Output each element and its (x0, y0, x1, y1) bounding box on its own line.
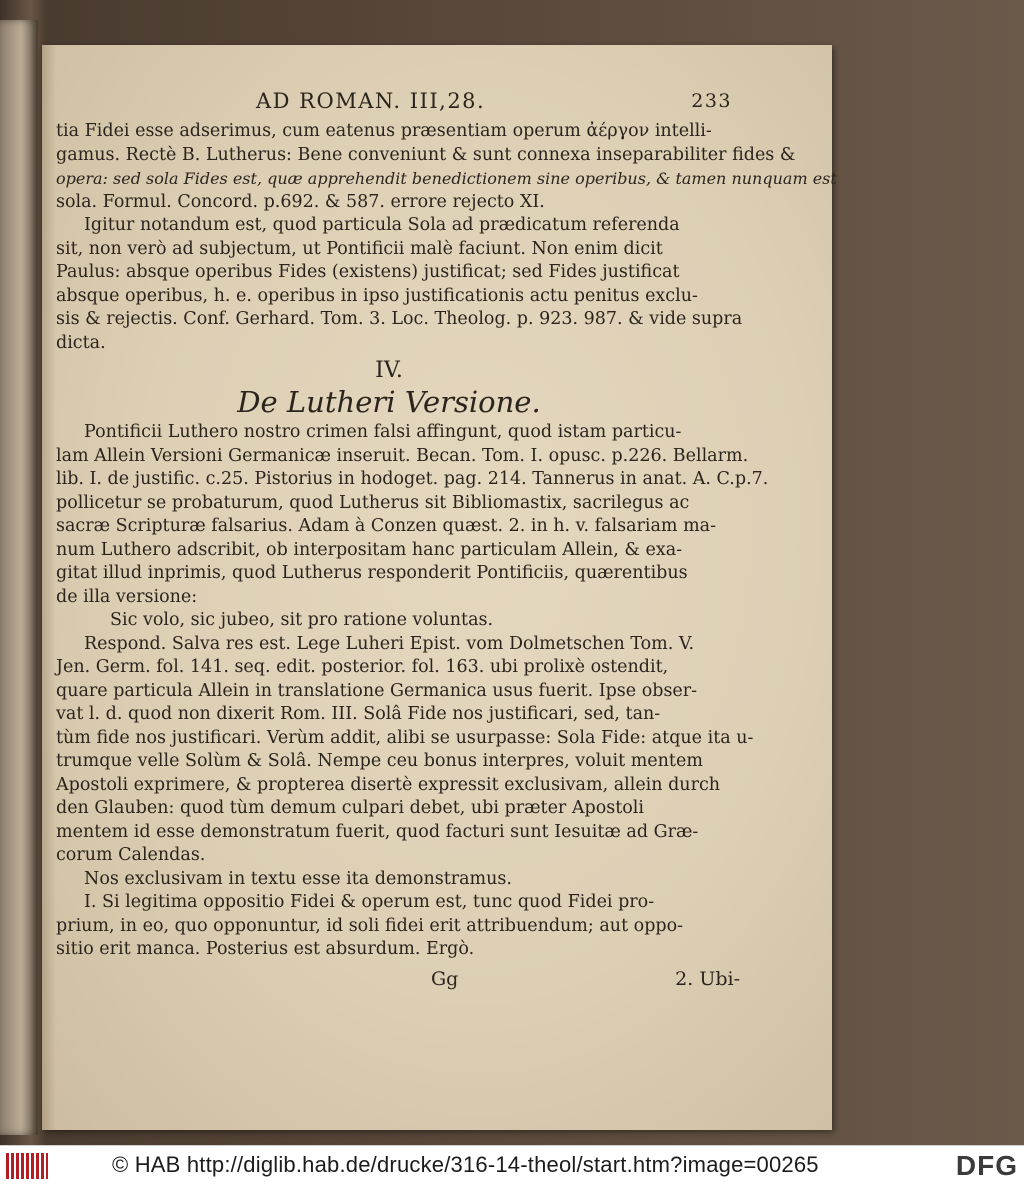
text-line: tia Fidei esse adserimus, cum eatenus præsentiam operum ἀέργον intelli- (56, 121, 712, 141)
text-line: I. Si legitima oppositio Fidei & operum est, tunc quod Fidei pro- (84, 892, 655, 912)
text-line: gitat illud inprimis, quod Lutherus responderit Pontificiis, quærentibus (56, 563, 688, 583)
previous-page-edge (0, 20, 38, 1135)
page-number: 233 (691, 90, 732, 112)
text-line: corum Calendas. (56, 845, 206, 865)
copyright-url[interactable]: © HAB http://diglib.hab.de/drucke/316-14-theol/start.htm?image=00265 (112, 1152, 819, 1177)
text-line: quare particula Allein in translatione Germanica usus fuerit. Ipse obser- (56, 680, 698, 701)
text-line: Paulus: absque operibus Fides (existens) justificat; sed Fides justificat (56, 262, 680, 282)
catchword: 2. Ubi- (675, 967, 740, 990)
text-line: opera: sed sola Fides est, quæ apprehendit benedictionem sine operibus, & tamen nunquam est (56, 169, 837, 188)
text-line: sola. Formul. Concord. p.692. & 587. errore rejecto XI. (56, 191, 545, 212)
text-line: den Glauben: quod tùm demum culpari debet, ubi præter Apostoli (56, 798, 644, 818)
paragraph-block-2 (56, 421, 769, 962)
signature-mark: Gg (431, 967, 459, 990)
text-line: tùm fide nos justificari. Verùm addit, alibi se usurpasse: Sola Fide: atque ita u- (56, 727, 754, 748)
text-line: gamus. Rectè B. Lutherus: Bene conveniunt & sunt connexa inseparabiliter fides & (56, 144, 796, 165)
book-page (42, 45, 837, 1130)
paragraph-block-1 (56, 120, 837, 355)
running-head-title: AD ROMAN. III,28. (256, 89, 486, 113)
text-line: sacræ Scripturæ falsarius. Adam à Conzen quæst. 2. in h. v. falsariam ma- (56, 516, 717, 536)
barcode-icon (6, 1153, 48, 1179)
text-line: prium, in eo, quo opponuntur, id soli fidei erit attribuendum; aut oppo- (56, 915, 684, 936)
text-line: sit, non verò ad subjectum, ut Pontificii malè faciunt. Non enim dicit (56, 238, 663, 259)
text-line: Nos exclusivam in textu esse ita demonstramus. (84, 868, 512, 889)
text-line: dicta. (56, 332, 106, 353)
text-line: Pontificii Luthero nostro crimen falsi affingunt, quod istam particu- (84, 422, 682, 442)
text-line: de illa versione: (56, 586, 198, 607)
text-line: sitio erit manca. Posterius est absurdum. Ergò. (56, 939, 475, 959)
page-foot (56, 967, 740, 996)
text-line: Sic volo, sic jubeo, sit pro ratione voluntas. (110, 610, 494, 630)
section-title: De Lutheri Versione. (237, 385, 541, 419)
section-number: IV. (375, 358, 403, 383)
text-line: trumque velle Solùm & Solâ. Nempe ceu bonus interpres, voluit mentem (56, 751, 703, 771)
text-line: Igitur notandum est, quod particula Sola ad prædicatum referenda (84, 215, 680, 235)
text-line: Jen. Germ. fol. 141. seq. edit. posterior. fol. 163. ubi prolixè ostendit, (56, 657, 669, 677)
text-line: lib. I. de justific. c.25. Pistorius in hodoget. pag. 214. Tannerus in anat. A. C.p.7. (56, 469, 769, 489)
text-line: Apostoli exprimere, & propterea disertè expressit exclusivam, allein durch (56, 774, 721, 795)
viewer-footer (0, 1145, 1024, 1186)
running-head (56, 89, 732, 120)
text-line: absque operibus, h. e. operibus in ipso justificationis actu penitus exclu- (56, 285, 698, 306)
text-line: pollicetur se probaturum, quod Lutherus sit Bibliomastix, sacrilegus ac (56, 492, 690, 513)
text-line: vat l. d. quod non dixerit Rom. III. Solâ Fide nos justificari, sed, tan- (56, 704, 661, 724)
text-line: lam Allein Versioni Germanicæ inseruit. Becan. Tom. I. opusc. p.226. Bellarm. (56, 445, 749, 466)
text-line: sis & rejectis. Conf. Gerhard. Tom. 3. Loc. Theolog. p. 923. 987. & vide supra (56, 309, 743, 329)
text-line: num Luthero adscribit, ob interpositam hanc particulam Allein, & exa- (56, 539, 683, 560)
text-line: Respond. Salva res est. Lege Luheri Epist. vom Dolmetschen Tom. V. (84, 633, 695, 654)
dfg-logo: DFG (955, 1150, 1018, 1181)
text-line: mentem id esse demonstratum fuerit, quod facturi sunt Iesuitæ ad Græ- (56, 821, 699, 842)
page-text (56, 89, 837, 996)
